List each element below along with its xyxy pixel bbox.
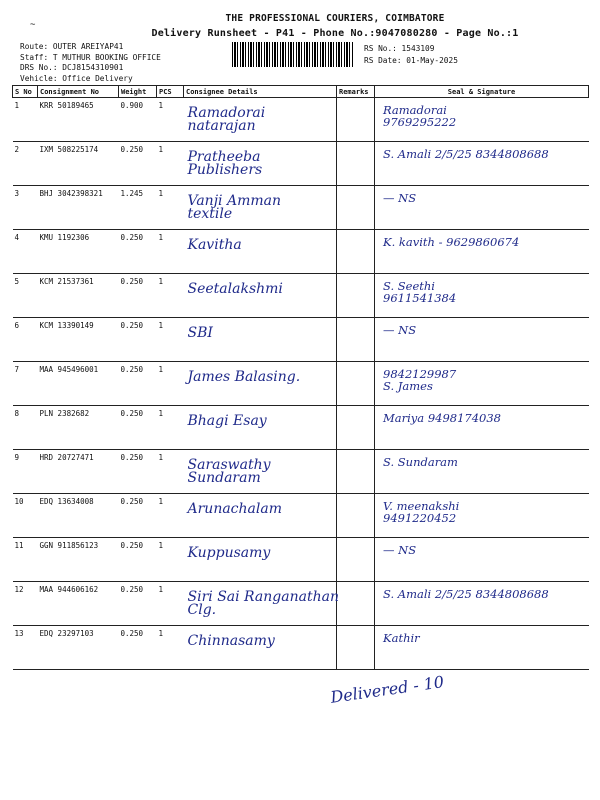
consignee-handwriting: Chinnasamy xyxy=(187,633,275,649)
consignee-handwriting: Kuppusamy xyxy=(187,545,271,561)
signature-handwriting: Mariya 9498174038 xyxy=(383,411,501,425)
cell-signature xyxy=(375,362,589,406)
cell-pcs: 1 xyxy=(157,98,184,142)
cell-weight: 0.250 xyxy=(119,274,157,318)
table-row xyxy=(13,406,589,450)
cell-consignment: PLN 2382682 xyxy=(38,406,119,450)
table-row xyxy=(13,582,589,626)
col-pcs: PCS xyxy=(157,86,184,98)
cell-consignment: GGN 911856123 xyxy=(38,538,119,582)
cell-signature xyxy=(375,538,589,582)
cell-consignment: EDQ 13634008 xyxy=(38,494,119,538)
cell-sno: 3 xyxy=(13,186,38,230)
col-sno: S No xyxy=(13,86,38,98)
cell-weight: 1.245 xyxy=(119,186,157,230)
consignee-handwriting: Saraswathy Sundaram xyxy=(187,457,271,486)
runsheet-meta xyxy=(20,42,161,84)
cell-signature xyxy=(375,494,589,538)
cell-sno: 1 xyxy=(13,98,38,142)
cell-consignee xyxy=(184,98,337,142)
cell-sno: 4 xyxy=(13,230,38,274)
cell-consignment: KRR 50189465 xyxy=(38,98,119,142)
cell-consignment: KCM 13390149 xyxy=(38,318,119,362)
cell-signature xyxy=(375,318,589,362)
cell-pcs: 1 xyxy=(157,186,184,230)
cell-weight: 0.250 xyxy=(119,538,157,582)
table-row xyxy=(13,626,589,670)
cell-remarks xyxy=(337,274,375,318)
staff-label: Staff: T MUTHUR BOOKING OFFICE xyxy=(20,52,161,62)
cell-remarks xyxy=(337,142,375,186)
cell-consignee xyxy=(184,450,337,494)
cell-signature xyxy=(375,142,589,186)
drs-label: DRS No.: DCJ8154310901 xyxy=(20,63,124,72)
cell-pcs: 1 xyxy=(157,538,184,582)
col-remarks: Remarks xyxy=(337,86,375,98)
consignee-handwriting: Seetalakshmi xyxy=(187,281,283,297)
signature-handwriting: V. meenakshi 9491220452 xyxy=(383,499,460,525)
cell-consignee xyxy=(184,318,337,362)
cell-consignee xyxy=(184,494,337,538)
cell-sno: 2 xyxy=(13,142,38,186)
barcode-image xyxy=(232,42,354,67)
cell-signature xyxy=(375,450,589,494)
cell-pcs: 1 xyxy=(157,362,184,406)
cell-remarks xyxy=(337,186,375,230)
col-weight: Weight xyxy=(119,86,157,98)
consignee-handwriting: James Balasing. xyxy=(187,369,301,385)
cell-sno: 9 xyxy=(13,450,38,494)
consignee-handwriting: Pratheeba Publishers xyxy=(187,149,263,178)
signature-handwriting: — NS xyxy=(383,191,417,205)
cell-remarks xyxy=(337,538,375,582)
table-row xyxy=(13,230,589,274)
corner-mark: ~ xyxy=(30,20,36,30)
cell-consignment: KMU 1192306 xyxy=(38,230,119,274)
cell-pcs: 1 xyxy=(157,494,184,538)
cell-consignee xyxy=(184,230,337,274)
cell-remarks xyxy=(337,582,375,626)
consignee-handwriting: Vanji Amman textile xyxy=(187,193,281,222)
table-row xyxy=(13,142,589,186)
table-body xyxy=(13,98,589,670)
cell-remarks xyxy=(337,98,375,142)
cell-consignment: HRD 20727471 xyxy=(38,450,119,494)
rs-date: RS Date: 01-May-2025 xyxy=(364,56,458,65)
cell-pcs: 1 xyxy=(157,274,184,318)
cell-signature xyxy=(375,406,589,450)
cell-consignment: MAA 944606162 xyxy=(38,582,119,626)
cell-remarks xyxy=(337,406,375,450)
cell-sno: 10 xyxy=(13,494,38,538)
cell-pcs: 1 xyxy=(157,230,184,274)
vehicle-label: Vehicle: Office Delivery xyxy=(20,73,133,83)
cell-signature xyxy=(375,626,589,670)
cell-signature xyxy=(375,274,589,318)
cell-pcs: 1 xyxy=(157,582,184,626)
signature-handwriting: K. kavith - 9629860674 xyxy=(383,235,520,249)
table-row xyxy=(13,186,589,230)
col-consignment: Consignment No xyxy=(38,86,119,98)
col-consignee: Consignee Details xyxy=(184,86,337,98)
rs-number: RS No.: 1543109 xyxy=(364,44,435,53)
table-header-row xyxy=(13,86,589,98)
cell-weight: 0.250 xyxy=(119,582,157,626)
cell-pcs: 1 xyxy=(157,450,184,494)
cell-weight: 0.900 xyxy=(119,98,157,142)
cell-remarks xyxy=(337,230,375,274)
cell-weight: 0.250 xyxy=(119,142,157,186)
cell-signature xyxy=(375,186,589,230)
cell-consignment: EDQ 23297103 xyxy=(38,626,119,670)
table-row xyxy=(13,318,589,362)
cell-consignee xyxy=(184,362,337,406)
cell-remarks xyxy=(337,318,375,362)
cell-consignee xyxy=(184,406,337,450)
cell-weight: 0.250 xyxy=(119,362,157,406)
signature-handwriting: S. Sundaram xyxy=(383,455,458,469)
cell-consignee xyxy=(184,142,337,186)
cell-consignee xyxy=(184,186,337,230)
runsheet-meta-right xyxy=(364,43,458,67)
table-row xyxy=(13,450,589,494)
document-subtitle: Delivery Runsheet - P41 - Phone No.:9047080280 - Page No.:1 xyxy=(151,28,519,39)
cell-consignee xyxy=(184,538,337,582)
cell-pcs: 1 xyxy=(157,406,184,450)
cell-weight: 0.250 xyxy=(119,230,157,274)
signature-handwriting: Ramadorai 9769295222 xyxy=(383,103,457,129)
runsheet-table xyxy=(12,85,589,670)
signature-handwriting: — NS xyxy=(383,323,417,337)
cell-consignment: BHJ 3042398321 xyxy=(38,186,119,230)
cell-signature xyxy=(375,98,589,142)
table-row xyxy=(13,274,589,318)
cell-sno: 13 xyxy=(13,626,38,670)
cell-sno: 5 xyxy=(13,274,38,318)
col-seal: Seal & Signature xyxy=(375,86,589,98)
cell-pcs: 1 xyxy=(157,626,184,670)
signature-handwriting: Kathir xyxy=(383,631,420,645)
cell-sno: 6 xyxy=(13,318,38,362)
cell-remarks xyxy=(337,626,375,670)
cell-consignee xyxy=(184,274,337,318)
signature-handwriting: S. Amali 2/5/25 8344808688 xyxy=(383,587,549,601)
cell-consignment: IXM 508225174 xyxy=(38,142,119,186)
consignee-handwriting: Siri Sai Ranganathan Clg. xyxy=(187,589,339,618)
table-row xyxy=(13,98,589,142)
cell-sno: 7 xyxy=(13,362,38,406)
signature-handwriting: S. Amali 2/5/25 8344808688 xyxy=(383,147,549,161)
cell-sno: 11 xyxy=(13,538,38,582)
signature-handwriting: 9842129987 S. James xyxy=(383,367,457,393)
cell-weight: 0.250 xyxy=(119,450,157,494)
cell-signature xyxy=(375,582,589,626)
cell-consignee xyxy=(184,582,337,626)
signature-handwriting: S. Seethi 9611541384 xyxy=(383,279,457,305)
table-row xyxy=(13,362,589,406)
cell-remarks xyxy=(337,450,375,494)
cell-remarks xyxy=(337,494,375,538)
cell-weight: 0.250 xyxy=(119,406,157,450)
signature-handwriting: — NS xyxy=(383,543,417,557)
cell-pcs: 1 xyxy=(157,142,184,186)
cell-consignment: MAA 945496001 xyxy=(38,362,119,406)
cell-weight: 0.250 xyxy=(119,318,157,362)
cell-pcs: 1 xyxy=(157,318,184,362)
cell-signature xyxy=(375,230,589,274)
consignee-handwriting: SBI xyxy=(187,325,213,341)
cell-sno: 12 xyxy=(13,582,38,626)
document-title: THE PROFESSIONAL COURIERS, COIMBATORE xyxy=(225,13,445,24)
table-row xyxy=(13,538,589,582)
table-row xyxy=(13,494,589,538)
consignee-handwriting: Ramadorai natarajan xyxy=(187,105,266,134)
cell-consignee xyxy=(184,626,337,670)
route-label: Route: OUTER AREIYAP41 xyxy=(20,42,124,51)
cell-consignment: KCM 21537361 xyxy=(38,274,119,318)
consignee-handwriting: Bhagi Esay xyxy=(187,413,267,429)
cell-weight: 0.250 xyxy=(119,494,157,538)
consignee-handwriting: Arunachalam xyxy=(187,501,282,517)
cell-remarks xyxy=(337,362,375,406)
cell-weight: 0.250 xyxy=(119,626,157,670)
cell-sno: 8 xyxy=(13,406,38,450)
delivered-note: Delivered - 10 xyxy=(329,672,446,707)
consignee-handwriting: Kavitha xyxy=(187,237,242,253)
